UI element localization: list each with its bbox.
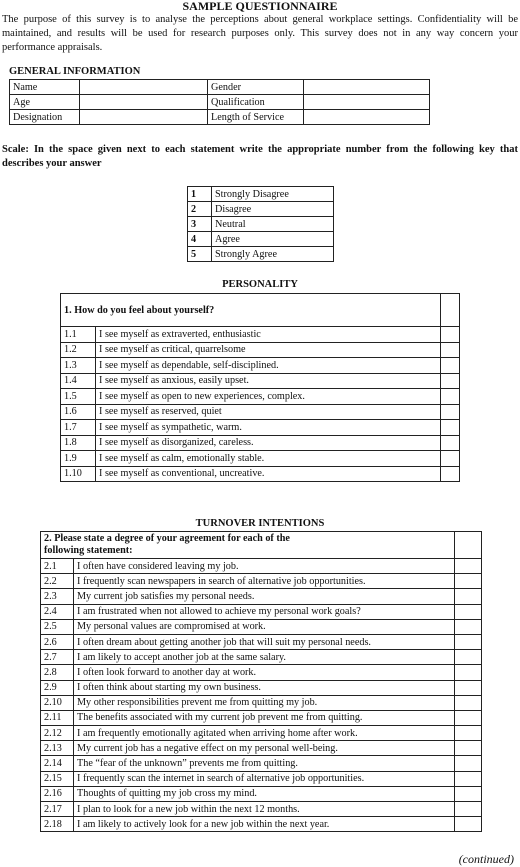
turnover-answer-cell[interactable] (455, 532, 482, 559)
item-answer-cell[interactable] (441, 404, 460, 420)
turnover-item-row (41, 802, 482, 817)
turnover-item-row (41, 726, 482, 741)
item-number: 2.11 (41, 710, 74, 725)
turnover-item-row (41, 695, 482, 710)
item-statement: I see myself as disorganized, careless. (96, 435, 441, 451)
intro-paragraph: The purpose of this survey is to analyse the perceptions about general workplace settings. Confidentiality will be maintained, and results will be used for research purposes only. This survey does not in any way concern your performance appraisals. (2, 14, 518, 53)
item-number: 1.4 (61, 373, 96, 389)
item-number: 2.3 (41, 589, 74, 604)
turnover-item-row (41, 771, 482, 786)
item-number: 2.6 (41, 634, 74, 649)
turnover-item-row (41, 634, 482, 649)
general-field-value[interactable] (304, 80, 430, 95)
general-info-heading: GENERAL INFORMATION (9, 66, 141, 77)
general-field-label: Length of Service (208, 110, 304, 125)
item-statement: The benefits associated with my current job prevent me from quitting. (74, 710, 455, 725)
item-answer-cell[interactable] (455, 634, 482, 649)
scale-key-label: Neutral (212, 217, 334, 232)
item-answer-cell[interactable] (455, 604, 482, 619)
scale-key-label: Strongly Agree (212, 247, 334, 262)
item-number: 1.3 (61, 358, 96, 374)
personality-item-row (61, 451, 460, 467)
item-answer-cell[interactable] (441, 327, 460, 343)
item-statement: I see myself as conventional, uncreative. (96, 466, 441, 482)
turnover-item-row (41, 756, 482, 771)
turnover-item-row (41, 574, 482, 589)
item-statement: I plan to look for a new job within the next 12 months. (74, 802, 455, 817)
scale-key-number: 2 (188, 202, 212, 217)
personality-item-row (61, 342, 460, 358)
personality-question-row (61, 294, 460, 327)
personality-item-row (61, 404, 460, 420)
item-number: 2.9 (41, 680, 74, 695)
item-answer-cell[interactable] (441, 358, 460, 374)
turnover-item-row (41, 665, 482, 680)
item-statement: My current job satisfies my personal needs. (74, 589, 455, 604)
item-answer-cell[interactable] (455, 619, 482, 634)
item-statement: The “fear of the unknown” prevents me from quitting. (74, 756, 455, 771)
scale-key-row (188, 232, 334, 247)
item-answer-cell[interactable] (455, 665, 482, 680)
personality-item-row (61, 358, 460, 374)
general-field-label: Age (10, 95, 80, 110)
item-number: 2.16 (41, 786, 74, 801)
item-statement: I am frequently emotionally agitated when arriving home after work. (74, 726, 455, 741)
item-number: 2.14 (41, 756, 74, 771)
item-answer-cell[interactable] (455, 574, 482, 589)
item-number: 1.5 (61, 389, 96, 405)
item-answer-cell[interactable] (455, 726, 482, 741)
personality-heading: PERSONALITY (222, 279, 298, 290)
general-field-label: Name (10, 80, 80, 95)
item-statement: I see myself as open to new experiences, complex. (96, 389, 441, 405)
scale-instructions: Scale: In the space given next to each statement write the appropriate number from the following key that describes your answer (2, 144, 518, 169)
item-statement: I frequently scan the internet in search of alternative job opportunities. (74, 771, 455, 786)
item-number: 2.18 (41, 817, 74, 832)
item-answer-cell[interactable] (455, 589, 482, 604)
item-answer-cell[interactable] (455, 756, 482, 771)
item-statement: Thoughts of quitting my job cross my mind. (74, 786, 455, 801)
item-number: 2.7 (41, 650, 74, 665)
item-number: 1.9 (61, 451, 96, 467)
item-answer-cell[interactable] (455, 817, 482, 832)
turnover-item-row (41, 680, 482, 695)
turnover-item-row (41, 619, 482, 634)
turnover-item-row (41, 559, 482, 574)
item-answer-cell[interactable] (455, 559, 482, 574)
turnover-question-row (41, 532, 482, 559)
turnover-question-line1: 2. Please state a degree of your agreement for each of the (44, 533, 290, 544)
scale-key-label: Disagree (212, 202, 334, 217)
turnover-item-row (41, 589, 482, 604)
item-answer-cell[interactable] (455, 695, 482, 710)
item-statement: I see myself as sympathetic, warm. (96, 420, 441, 436)
item-answer-cell[interactable] (455, 786, 482, 801)
personality-item-row (61, 327, 460, 343)
item-statement: My personal values are compromised at work. (74, 619, 455, 634)
item-number: 2.17 (41, 802, 74, 817)
item-statement: I often dream about getting another job that will suit my personal needs. (74, 634, 455, 649)
item-number: 1.6 (61, 404, 96, 420)
personality-question: 1. How do you feel about yourself? (61, 294, 441, 327)
scale-key-number: 4 (188, 232, 212, 247)
scale-key-row (188, 202, 334, 217)
continued-note: (continued) (458, 852, 514, 866)
turnover-item-row (41, 710, 482, 725)
turnover-heading: TURNOVER INTENTIONS (195, 518, 325, 529)
item-answer-cell[interactable] (455, 741, 482, 756)
scale-key-row (188, 187, 334, 202)
item-number: 2.13 (41, 741, 74, 756)
item-answer-cell[interactable] (455, 771, 482, 786)
scale-key-label: Strongly Disagree (212, 187, 334, 202)
item-number: 2.1 (41, 559, 74, 574)
item-answer-cell[interactable] (455, 650, 482, 665)
item-answer-cell[interactable] (455, 710, 482, 725)
item-answer-cell[interactable] (455, 680, 482, 695)
item-statement: My current job has a negative effect on my personal well-being. (74, 741, 455, 756)
item-answer-cell[interactable] (441, 466, 460, 482)
item-statement: I frequently scan newspapers in search of alternative job opportunities. (74, 574, 455, 589)
item-answer-cell[interactable] (441, 342, 460, 358)
scale-key-number: 1 (188, 187, 212, 202)
scale-key-number: 5 (188, 247, 212, 262)
item-statement: I see myself as dependable, self-disciplined. (96, 358, 441, 374)
item-number: 2.4 (41, 604, 74, 619)
item-statement: I see myself as extraverted, enthusiastic (96, 327, 441, 343)
item-number: 1.7 (61, 420, 96, 436)
item-statement: I am likely to actively look for a new job within the next year. (74, 817, 455, 832)
personality-item-row (61, 389, 460, 405)
personality-answer-cell[interactable] (441, 294, 460, 327)
scale-key-row (188, 247, 334, 262)
item-number: 1.2 (61, 342, 96, 358)
turnover-question-line2: following statement: (44, 545, 133, 556)
general-info-row (10, 110, 430, 125)
turnover-item-row (41, 604, 482, 619)
personality-item-row (61, 420, 460, 436)
turnover-item-row (41, 786, 482, 801)
item-statement: My other responsibilities prevent me from quitting my job. (74, 695, 455, 710)
item-answer-cell[interactable] (441, 451, 460, 467)
general-info-table (9, 79, 430, 125)
item-number: 2.15 (41, 771, 74, 786)
item-number: 2.2 (41, 574, 74, 589)
item-number: 1.1 (61, 327, 96, 343)
general-field-value[interactable] (80, 110, 208, 125)
scale-key-row (188, 217, 334, 232)
general-field-label: Qualification (208, 95, 304, 110)
general-field-value[interactable] (80, 95, 208, 110)
turnover-question (41, 532, 455, 559)
item-statement: I often think about starting my own business. (74, 680, 455, 695)
item-statement: I am likely to accept another job at the same salary. (74, 650, 455, 665)
item-number: 2.10 (41, 695, 74, 710)
general-field-value[interactable] (304, 110, 430, 125)
page-title: SAMPLE QUESTIONNAIRE (182, 0, 338, 13)
personality-item-row (61, 435, 460, 451)
general-field-value[interactable] (304, 95, 430, 110)
turnover-item-row (41, 741, 482, 756)
item-answer-cell[interactable] (455, 802, 482, 817)
general-field-value[interactable] (80, 80, 208, 95)
item-answer-cell[interactable] (441, 373, 460, 389)
scale-key-label: Agree (212, 232, 334, 247)
general-info-row (10, 95, 430, 110)
general-field-label: Designation (10, 110, 80, 125)
turnover-item-row (41, 650, 482, 665)
item-answer-cell[interactable] (441, 389, 460, 405)
item-answer-cell[interactable] (441, 435, 460, 451)
item-statement: I see myself as critical, quarrelsome (96, 342, 441, 358)
turnover-table (40, 531, 482, 832)
personality-table (60, 293, 460, 482)
item-statement: I see myself as reserved, quiet (96, 404, 441, 420)
general-info-row (10, 80, 430, 95)
item-answer-cell[interactable] (441, 420, 460, 436)
item-number: 1.10 (61, 466, 96, 482)
scale-key-table (187, 186, 334, 262)
item-statement: I often have considered leaving my job. (74, 559, 455, 574)
item-number: 2.8 (41, 665, 74, 680)
personality-item-row (61, 466, 460, 482)
item-number: 2.5 (41, 619, 74, 634)
item-number: 1.8 (61, 435, 96, 451)
item-statement: I am frustrated when not allowed to achieve my personal work goals? (74, 604, 455, 619)
item-statement: I often look forward to another day at work. (74, 665, 455, 680)
item-statement: I see myself as calm, emotionally stable. (96, 451, 441, 467)
turnover-item-row (41, 817, 482, 832)
general-field-label: Gender (208, 80, 304, 95)
scale-key-number: 3 (188, 217, 212, 232)
personality-item-row (61, 373, 460, 389)
item-number: 2.12 (41, 726, 74, 741)
item-statement: I see myself as anxious, easily upset. (96, 373, 441, 389)
